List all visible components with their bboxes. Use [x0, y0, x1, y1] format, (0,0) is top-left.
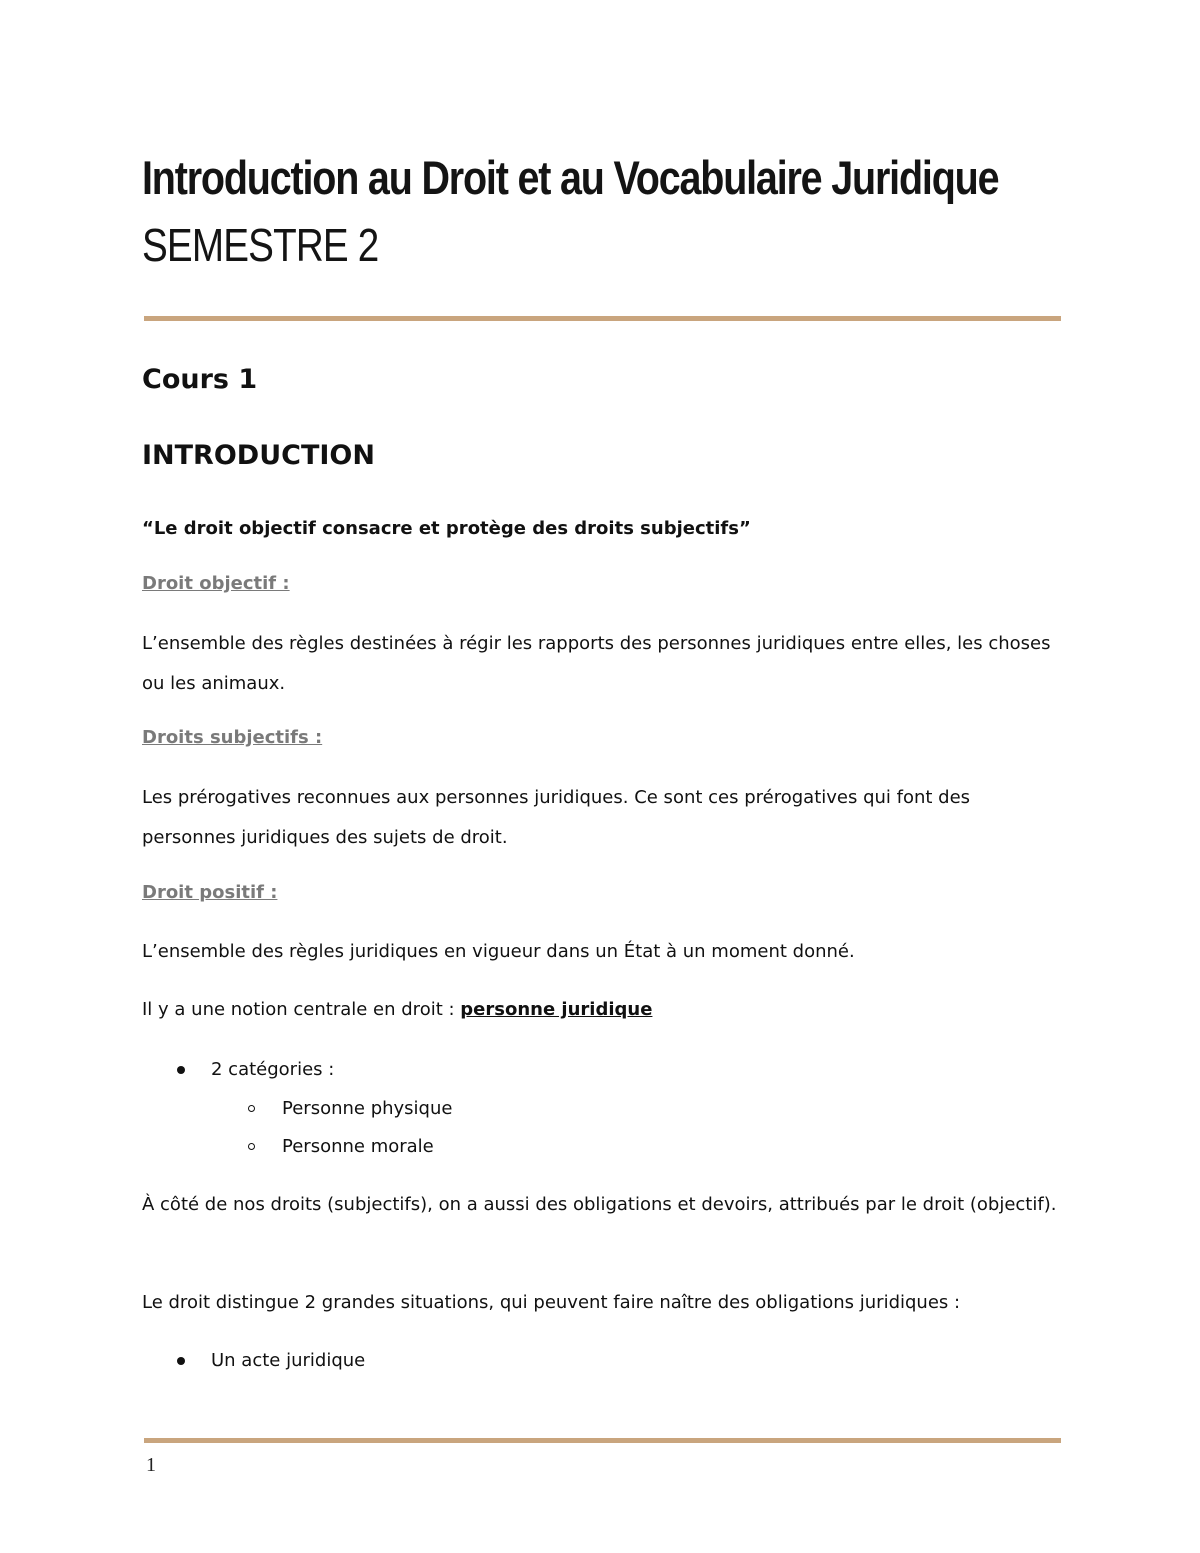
quote: “Le droit objectif consacre et protège des droits subjectifs”: [142, 518, 751, 539]
obligations-paragraph: À côté de nos droits (subjectifs), on a aussi des obligations et devoirs, attribués par le droit (objectif).: [142, 1194, 1057, 1215]
bullet-icon: [177, 1357, 185, 1365]
term-droits-subjectifs: Droits subjectifs :: [142, 727, 323, 748]
categories-label: 2 catégories :: [211, 1059, 335, 1080]
section-heading: INTRODUCTION: [142, 440, 375, 471]
definition-droits-subjectifs: Les prérogatives reconnues aux personnes juridiques. Ce sont ces prérogatives qui font des personnes juridiques des sujets de droit.: [142, 787, 971, 848]
term-droit-positif: Droit positif :: [142, 882, 278, 903]
course-heading: Cours 1: [142, 364, 258, 395]
circle-bullet-icon: [248, 1105, 255, 1112]
footer-divider: [144, 1438, 1061, 1443]
bullet-icon: [177, 1066, 185, 1074]
definition-droit-positif: L’ensemble des règles juridiques en vigueur dans un État à un moment donné.: [142, 941, 855, 962]
notion-prefix: Il y a une notion centrale en droit :: [142, 999, 461, 1020]
category-item: Personne physique: [282, 1098, 453, 1119]
document-subtitle: SEMESTRE 2: [142, 219, 379, 271]
notion-paragraph: [142, 997, 652, 1023]
situations-paragraph: Le droit distingue 2 grandes situations, qui peuvent faire naître des obligations juridiques :: [142, 1292, 961, 1313]
document-title: Introduction au Droit et au Vocabulaire Juridique: [142, 151, 999, 204]
term-droit-objectif: Droit objectif :: [142, 573, 290, 594]
notion-highlight: personne juridique: [460, 999, 653, 1020]
category-item: Personne morale: [282, 1136, 434, 1157]
definition-droit-objectif: L’ensemble des règles destinées à régir les rapports des personnes juridiques entre elles, les choses ou les animaux.: [142, 633, 1051, 694]
circle-bullet-icon: [248, 1143, 255, 1150]
page-number: 1: [146, 1454, 156, 1476]
header-divider: [144, 316, 1061, 321]
situation-item: Un acte juridique: [211, 1350, 366, 1371]
